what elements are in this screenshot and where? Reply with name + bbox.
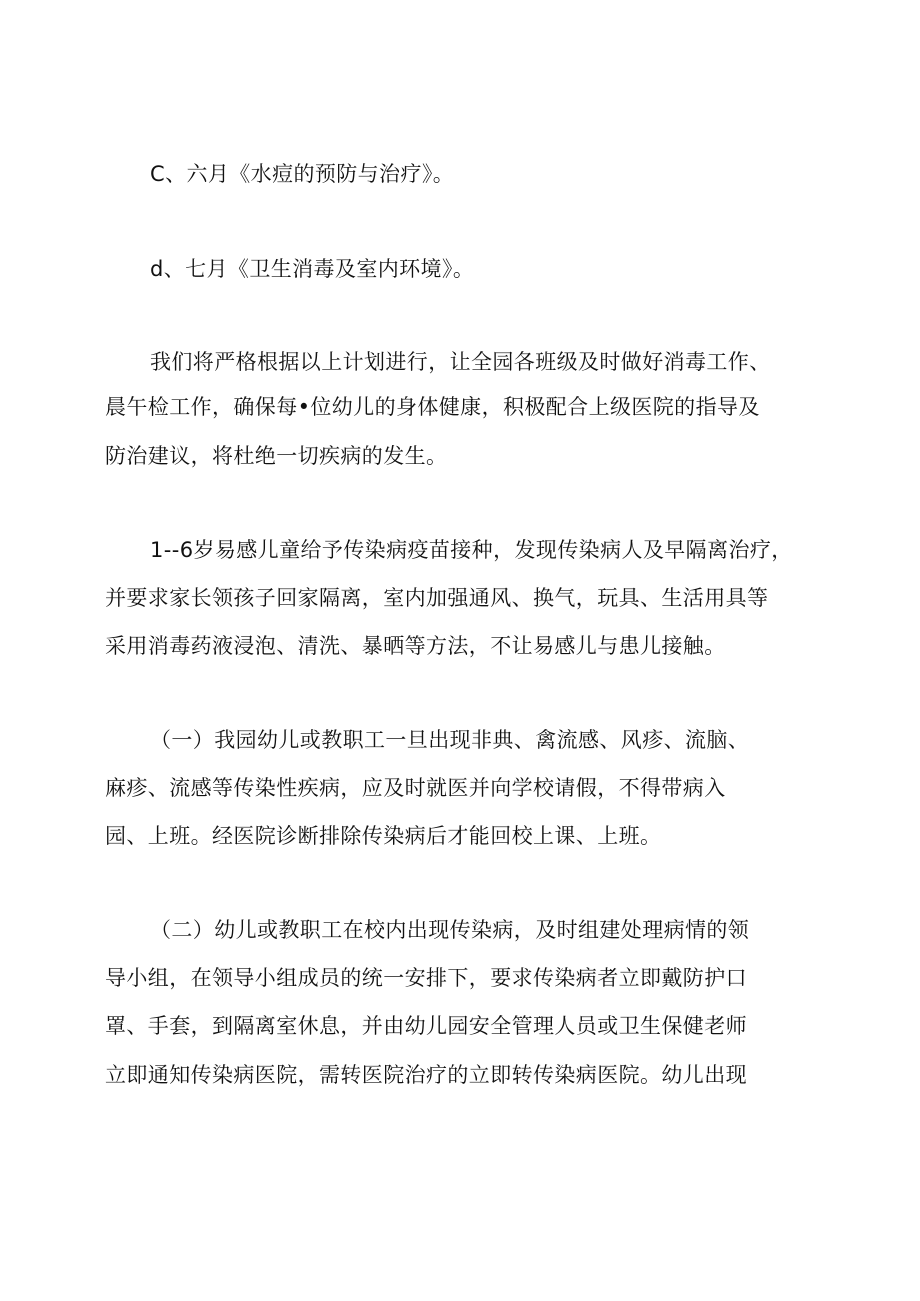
paragraph-line: 立即通知传染病医院，需转医院治疗的立即转传染病医院。幼儿出现 bbox=[105, 1063, 747, 1087]
paragraph-line: （一）我园幼儿或教职工一旦出现非典、禽流感、风疹、流脑、 bbox=[150, 728, 750, 752]
list-item-c: C、六月《水痘的预防与治疗》。 bbox=[150, 162, 455, 186]
paragraph-line: 罩、手套，到隔离室休息，并由幼儿园安全管理人员或卫生保健老师 bbox=[105, 1014, 747, 1038]
list-item-d: d、七月《卫生消毒及室内环境》。 bbox=[150, 257, 475, 281]
paragraph-line: 麻疹、流感等传染性疾病，应及时就医并向学校请假，不得带病入 bbox=[105, 776, 726, 800]
paragraph-line: 导小组，在领导小组成员的统一安排下，要求传染病者立即戴防护口 bbox=[105, 966, 747, 990]
paragraph-line: 1--6岁易感儿童给予传染病疫苗接种，发现传染病人及早隔离治疗， bbox=[150, 538, 793, 562]
paragraph-line: 园、上班。经医院诊断排除传染病后才能回校上课、上班。 bbox=[105, 824, 662, 848]
paragraph-line: 防治建议，将杜绝一切疾病的发生。 bbox=[105, 444, 448, 468]
paragraph-line: 晨午检工作，确保每•位幼儿的身体健康，积极配合上级医院的指导及 bbox=[105, 395, 760, 419]
paragraph-line: 我们将严格根据以上计划进行，让全园各班级及时做好消毒工作、 bbox=[150, 350, 771, 374]
paragraph-line: 采用消毒药液浸泡、清洗、暴晒等方法，不让易感儿与患儿接触。 bbox=[105, 634, 726, 658]
paragraph-line: 并要求家长领孩子回家隔离，室内加强通风、换气，玩具、生活用具等 bbox=[105, 586, 769, 610]
paragraph-line: （二）幼儿或教职工在校内出现传染病，及时组建处理病情的领 bbox=[150, 918, 750, 942]
